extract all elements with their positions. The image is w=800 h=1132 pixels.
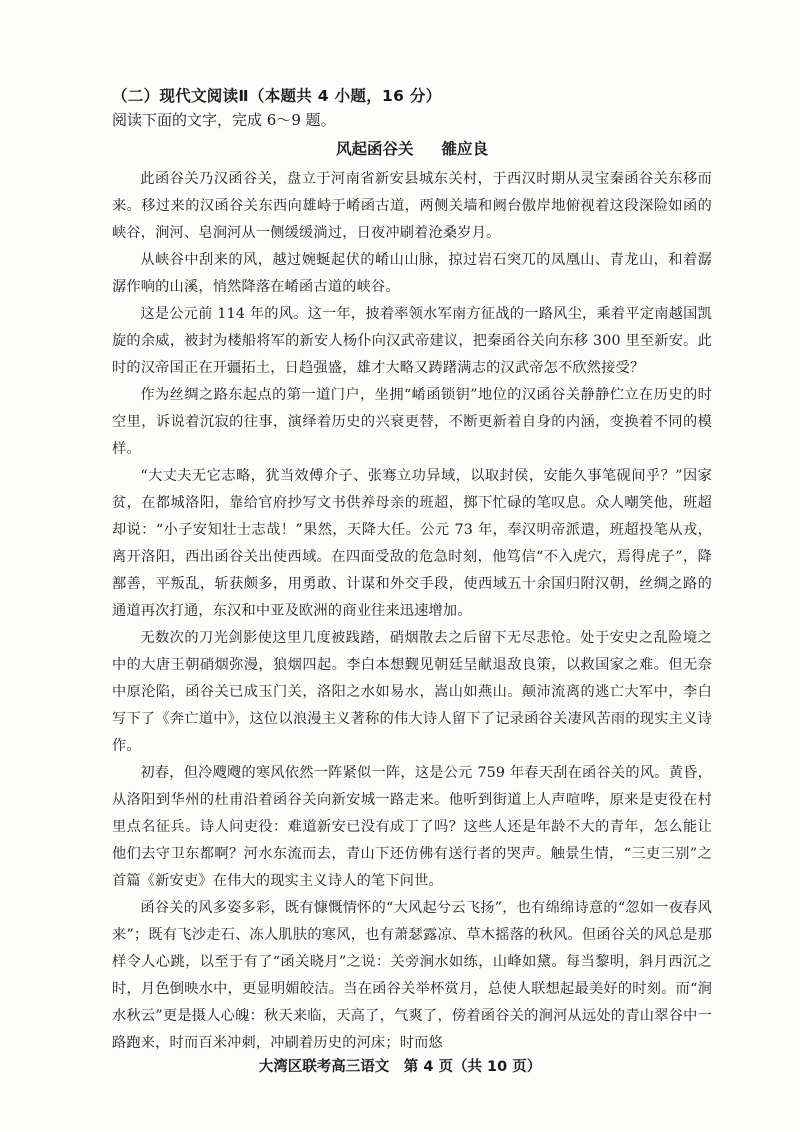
page-content xyxy=(112,84,712,1057)
section-title: （二）现代文阅读Ⅱ（本题共 4 小题，16 分） xyxy=(112,87,442,105)
article-paragraph-1: 此函谷关乃汉函谷关，盘立于河南省新安县城东关村，于西汉时期从灵宝秦函谷关东移而来。移过来的汉函谷关东西向雄峙于崤函古道，两侧关墙和阙台傲岸地俯视着这段深险如函的峡谷，涧河、皂涧河从一侧缓缓淌过，日夜冲刷着沧桑岁月。 xyxy=(112,171,712,241)
article-paragraph-8: 函谷关的风多姿多彩，既有慷慨情怀的“大风起兮云飞扬”，也有绵绵诗意的“忽如一夜春风来”；既有飞沙走石、冻人肌肤的寒风，也有萧瑟露凉、草木摇落的秋风。但函谷关的风总是那样令人心跳，以至于有了“函关晓月”之说：关旁涧水如练，山峰如黛。每当黎明，斜月西沉之时，月色倒映水中，更显明媚皎洁。当在函谷关举杯赏月，总使人联想起最美好的时刻。而“涧水秋云”更是摄人心魄：秋天来临，天高了，气爽了，傍着函谷关的涧河从远处的青山翠谷中一路跑来，时而百米冲刺，冲刷着历史的河床；时而悠 xyxy=(112,900,712,1051)
article-heading xyxy=(112,136,712,162)
article-paragraph-5: “大丈夫无它志略，犹当效傅介子、张骞立功异域，以取封侯，安能久事笔砚间乎？”因家贫，在都城洛阳，靠给官府抄写文书供养母亲的班超，掷下忙碌的笔叹息。众人嘲笑他，班超却说：“小子安知壮士志哉！”果然，天降大任。公元 73 年，奉汉明帝派遣，班超投笔从戎，离开洛阳，西出函谷关出使西域。在四面受敌的危急时刻，他笃信“不入虎穴，焉得虎子”，降鄯善，平叛乱，斩获颇多，用勇敢、计谋和外交手段，使西域五十余国归附汉朝，丝绸之路的通道再次打通，东汉和中亚及欧洲的商业往来迅速增加。 xyxy=(112,468,712,619)
article-paragraph-6: 无数次的刀光剑影使这里几度被践踏，硝烟散去之后留下无尽悲怆。处于安史之乱险境之中的大唐王朝硝烟弥漫，狼烟四起。李白本想觐见朝廷呈献退敌良策，以救国家之难。但无奈中原沦陷，函谷关已成玉门关，洛阳之水如易水，嵩山如燕山。颠沛流离的逃亡大军中，李白写下了《奔亡道中》，这位以浪漫主义著称的伟大诗人留下了记录函谷关凄风苦雨的现实主义诗作。 xyxy=(112,630,712,754)
article-paragraph-4: 作为丝绸之路东起点的第一道门户，坐拥“崤函锁钥”地位的汉函谷关静静伫立在历史的时空里，诉说着沉寂的往事，演绎着历史的兴衰更替，不断更新着自身的内涵，变换着不同的模样。 xyxy=(112,387,712,457)
article-paragraph-3: 这是公元前 114 年的风。这一年，披着率领水军南方征战的一路风尘，乘着平定南越国凯旋的余威，被封为楼船将军的新安人杨仆向汉武帝建议，把秦函谷关向东移 300 里至新安。此时的汉帝国正在开疆拓土，日趋强盛，雄才大略又踌躇满志的汉武帝怎不欣然接受？ xyxy=(112,306,712,376)
article-author: 雒应良 xyxy=(441,140,489,158)
section-instruction: 阅读下面的文字，完成 6～9 题。 xyxy=(112,111,336,129)
article-paragraph-7: 初春，但冷飕飕的寒风依然一阵紧似一阵，这是公元 759 年春天刮在函谷关的风。黄昏，从洛阳到华州的杜甫沿着函谷关向新安城一路走来。他听到街道上人声喧哗，原来是吏役在村里点名征兵。诗人问吏役：难道新安已没有成丁了吗？这些人还是年龄不大的青年，怎么能让他们去守卫东都啊？河水东流而去，青山下还仿佛有送行者的哭声。触景生情，“三吏三别”之首篇《新安吏》在伟大的现实主义诗人的笔下问世。 xyxy=(112,765,712,889)
page-footer: 大湾区联考高三语文 第 4 页（共 10 页） xyxy=(258,1059,542,1075)
article-title: 风起函谷关 xyxy=(335,140,414,158)
article-paragraph-2: 从峡谷中刮来的风，越过婉蜒起伏的崤山山脉，掠过岩石突兀的凤凰山、青龙山，和着潺潺作响的山溪，悄然降落在崤函古道的峡谷。 xyxy=(112,252,712,295)
